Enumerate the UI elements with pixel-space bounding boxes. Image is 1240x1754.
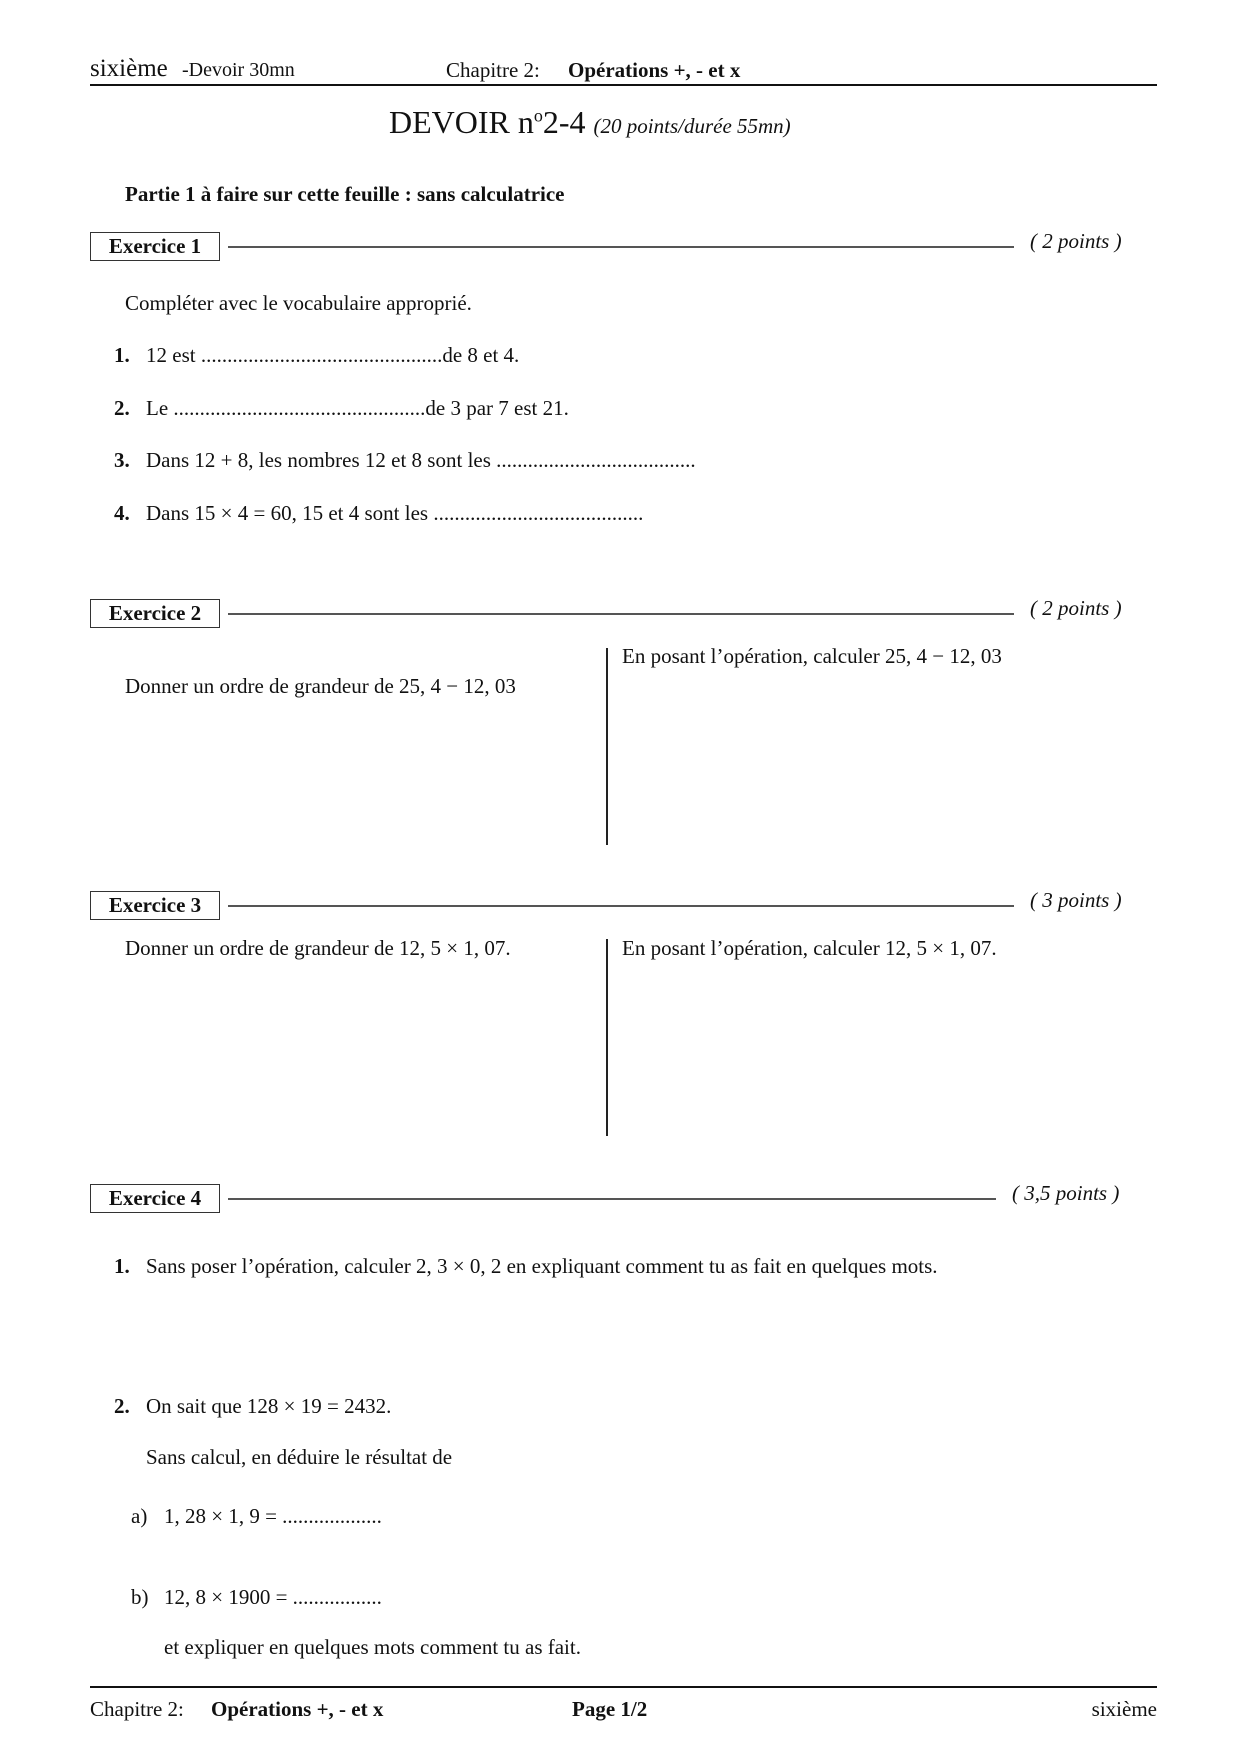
list-item: Dans 12 + 8, les nombres 12 et 8 sont les ......................................: [146, 448, 696, 472]
title-number: 2-4: [542, 104, 586, 140]
title-superscript: o: [533, 105, 543, 126]
item-number: 3.: [114, 448, 130, 472]
question-2-text: On sait que 128 × 19 = 2432.: [146, 1394, 392, 1418]
list-item: Dans 15 × 4 = 60, 15 et 4 sont les ........................................: [146, 501, 644, 525]
page-title: [389, 106, 791, 138]
question-2-subtext: Sans calcul, en déduire le résultat de: [146, 1445, 453, 1469]
footer-rule: [90, 1686, 1157, 1688]
footer-chapter-title: Opérations +, - et x: [211, 1697, 384, 1721]
footer-level: sixième: [1091, 1697, 1157, 1721]
subquestion-b-text: 12, 8 × 1900 = .................: [164, 1585, 382, 1609]
exercise-3-rule: [228, 905, 1014, 907]
exercise-2-rule: [228, 613, 1014, 615]
header-devoir: -Devoir 30mn: [182, 59, 295, 81]
footer-page-number: Page 1/2: [572, 1697, 648, 1721]
exercise-1-label: Exercice 1: [90, 232, 220, 261]
exercise-2-divider: [606, 648, 608, 845]
exercise-2-left-question: Donner un ordre de grandeur de 25, 4 − 12, 03: [125, 674, 516, 698]
title-subtitle: (20 points/durée 55mn): [593, 114, 791, 138]
exercise-4-label: Exercice 4: [90, 1184, 220, 1213]
subquestion-a-text: 1, 28 × 1, 9 = ...................: [164, 1504, 382, 1528]
exercise-3-right-question: En posant l’opération, calculer 12, 5 × 1, 07.: [622, 936, 997, 960]
item-number: 4.: [114, 501, 130, 525]
exercise-3-divider: [606, 939, 608, 1136]
subquestion-a-label: a): [131, 1504, 148, 1528]
exercise-3-points: ( 3 points ): [1030, 888, 1122, 912]
exercise-4-rule: [228, 1198, 996, 1200]
question-number: 2.: [114, 1394, 130, 1418]
question-1-text: Sans poser l’opération, calculer 2, 3 × 0, 2 en expliquant comment tu as fait en quelques mots.: [146, 1254, 938, 1278]
list-item: 12 est ..............................................de 8 et 4.: [146, 343, 520, 367]
exercise-2-label: Exercice 2: [90, 599, 220, 628]
exercise-2-points: ( 2 points ): [1030, 596, 1122, 620]
question-2-end: et expliquer en quelques mots comment tu as fait.: [164, 1635, 581, 1659]
exercise-2-right-question: En posant l’opération, calculer 25, 4 − 12, 03: [622, 644, 1002, 668]
item-number: 1.: [114, 343, 130, 367]
exercise-3-label: Exercice 3: [90, 891, 220, 920]
exercise-1-rule: [228, 246, 1014, 248]
header-chapter-prefix: Chapitre 2:: [446, 58, 540, 82]
part-heading: Partie 1 à faire sur cette feuille : sans calculatrice: [125, 182, 565, 206]
title-main: DEVOIR n: [389, 104, 534, 140]
header-level: sixième: [90, 55, 168, 82]
exercise-4-points: ( 3,5 points ): [1012, 1181, 1120, 1205]
header-rule: [90, 84, 1157, 86]
item-number: 2.: [114, 396, 130, 420]
header-chapter-title: Opérations +, - et x: [568, 58, 741, 82]
exercise-1-instruction: Compléter avec le vocabulaire approprié.: [125, 291, 472, 315]
list-item: Le ................................................de 3 par 7 est 21.: [146, 396, 569, 420]
subquestion-b-label: b): [131, 1585, 149, 1609]
exercise-1-points: ( 2 points ): [1030, 229, 1122, 253]
question-number: 1.: [114, 1254, 130, 1278]
footer-chapter-prefix: Chapitre 2:: [90, 1697, 184, 1721]
exercise-3-left-question: Donner un ordre de grandeur de 12, 5 × 1, 07.: [125, 936, 511, 960]
